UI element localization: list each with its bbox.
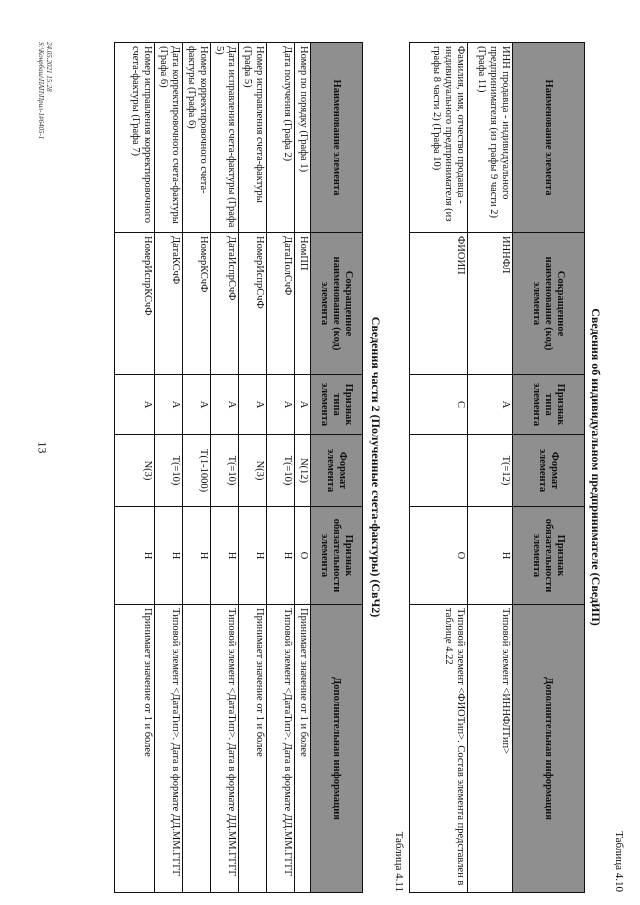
cell-format: N(3)	[239, 435, 267, 507]
cell-type: А	[267, 375, 295, 435]
cell-code: НомерКСчФ	[183, 233, 211, 375]
header-cell: Признак обязательности элемента	[311, 507, 363, 605]
header-cell: Дополнительная информация	[311, 605, 363, 893]
cell-name: Номер корректировочного счета-фактуры (Графа 6)	[183, 43, 211, 233]
table-row	[155, 43, 183, 893]
cell-name: Дата исправления счета-фактуры (Графа 5)	[211, 43, 239, 233]
cell-name: Дата корректировочного счета-фактуры (Графа 6)	[155, 43, 183, 233]
cell-name: Номер исправления корректировочного счета-фактуры (Графа 7)	[115, 43, 155, 233]
cell-code: НомерИспрСчФ	[239, 233, 267, 375]
cell-required: Н	[155, 507, 183, 605]
cell-info: Типовой элемент <ДатаТип>. Дата в формате ДД.ММ.ГГГГ	[267, 605, 295, 893]
cell-format	[410, 435, 468, 507]
cell-required: О	[295, 507, 311, 605]
cell-required: Н	[267, 507, 295, 605]
header-cell: Сокращенное наименование (код) элемента	[311, 233, 363, 375]
rotated-document	[25, 42, 625, 892]
table-sv-ch2	[114, 42, 363, 893]
cell-code: НомерИспрКСчФ	[115, 233, 155, 375]
cell-name: Дата получения (Графа 2)	[267, 43, 295, 233]
cell-info: Типовой элемент <ФИОТип>. Состав элемента представлен в таблице 4.22	[410, 605, 468, 893]
cell-info: Типовой элемент <ДатаТип>. Дата в формате ДД.ММ.ГГГГ	[211, 605, 239, 893]
header-cell: Формат элемента	[513, 435, 585, 507]
cell-format: T(=12)	[468, 435, 513, 507]
cell-name: Фамилия, имя, отчество продавца - индивидуального предпринимателя (из графы 8 части 2) (Графа 10)	[410, 43, 468, 233]
cell-name: ИНН продавца - индивидуального предпринимателя (из графы 9 части 2) (Графа 11)	[468, 43, 513, 233]
cell-info: Типовой элемент <ИННФЛТип>	[468, 605, 513, 893]
footer-path: S:\Конрбаш\ПАП\Прил-1#6405-1	[37, 42, 45, 140]
cell-format: N(3)	[115, 435, 155, 507]
cell-type: С	[410, 375, 468, 435]
cell-code: ИННФЛ	[468, 233, 513, 375]
cell-required: Н	[183, 507, 211, 605]
cell-code: НомПП	[295, 233, 311, 375]
header-cell: Признак типа элемента	[513, 375, 585, 435]
cell-info: Принимает значение от 1 и более	[115, 605, 155, 893]
header-cell: Признак типа элемента	[311, 375, 363, 435]
table-row	[183, 43, 211, 893]
cell-info	[183, 605, 211, 893]
cell-required: О	[410, 507, 468, 605]
cell-type: А	[295, 375, 311, 435]
footer-date: 24.05.2021 15:28	[45, 42, 53, 92]
cell-code: ДатаИспрСчФ	[211, 233, 239, 375]
cell-format: T(1-1000)	[183, 435, 211, 507]
table-row	[239, 43, 267, 893]
table-row	[267, 43, 295, 893]
cell-code: ДатаКСчФ	[155, 233, 183, 375]
cell-type: А	[468, 375, 513, 435]
header-cell: Наименование элемента	[311, 43, 363, 233]
cell-required: Н	[468, 507, 513, 605]
cell-format: T(=10)	[267, 435, 295, 507]
cell-required: Н	[211, 507, 239, 605]
cell-code: ФИОИП	[410, 233, 468, 375]
table-row	[410, 43, 468, 893]
cell-required: Н	[239, 507, 267, 605]
header-cell: Наименование элемента	[513, 43, 585, 233]
cell-name: Номер исправления счета-фактуры (Графа 5)	[239, 43, 267, 233]
cell-code: ДатаПолСчФ	[267, 233, 295, 375]
cell-type: А	[239, 375, 267, 435]
cell-format: T(=10)	[155, 435, 183, 507]
cell-required: Н	[115, 507, 155, 605]
cell-type: А	[115, 375, 155, 435]
cell-type: А	[183, 375, 211, 435]
table1-caption: Таблица 4.10	[613, 831, 625, 892]
cell-format: N(12)	[295, 435, 311, 507]
table-row	[115, 43, 155, 893]
cell-name: Номер по порядку (Графа 1)	[295, 43, 311, 233]
table-row	[211, 43, 239, 893]
header-cell: Дополнительная информация	[513, 605, 585, 893]
cell-type: А	[155, 375, 183, 435]
table-row	[295, 43, 311, 893]
header-cell: Сокращенное наименование (код) элемента	[513, 233, 585, 375]
table2-caption: Таблица 4.11	[393, 831, 405, 892]
footer-stamp	[37, 42, 53, 139]
cell-info: Типовой элемент <ДатаТип>. Дата в формате ДД.ММ.ГГГГ	[155, 605, 183, 893]
table-sved-ip	[409, 42, 585, 893]
table2-title: Сведения части 2 (Полученные счета-фактуры) (СвЧ2)	[369, 316, 383, 618]
header-cell: Признак обязательности элемента	[513, 507, 585, 605]
cell-type: А	[211, 375, 239, 435]
page-number: 13	[35, 441, 50, 454]
table1-title: Сведения об индивидуальном предпринимателе (СведИП)	[589, 308, 603, 626]
cell-info: Принимает значение от 1 и более	[295, 605, 311, 893]
table-row	[468, 43, 513, 893]
header-cell: Формат элемента	[311, 435, 363, 507]
cell-format: T(=10)	[211, 435, 239, 507]
cell-info: Принимает значение от 1 и более	[239, 605, 267, 893]
